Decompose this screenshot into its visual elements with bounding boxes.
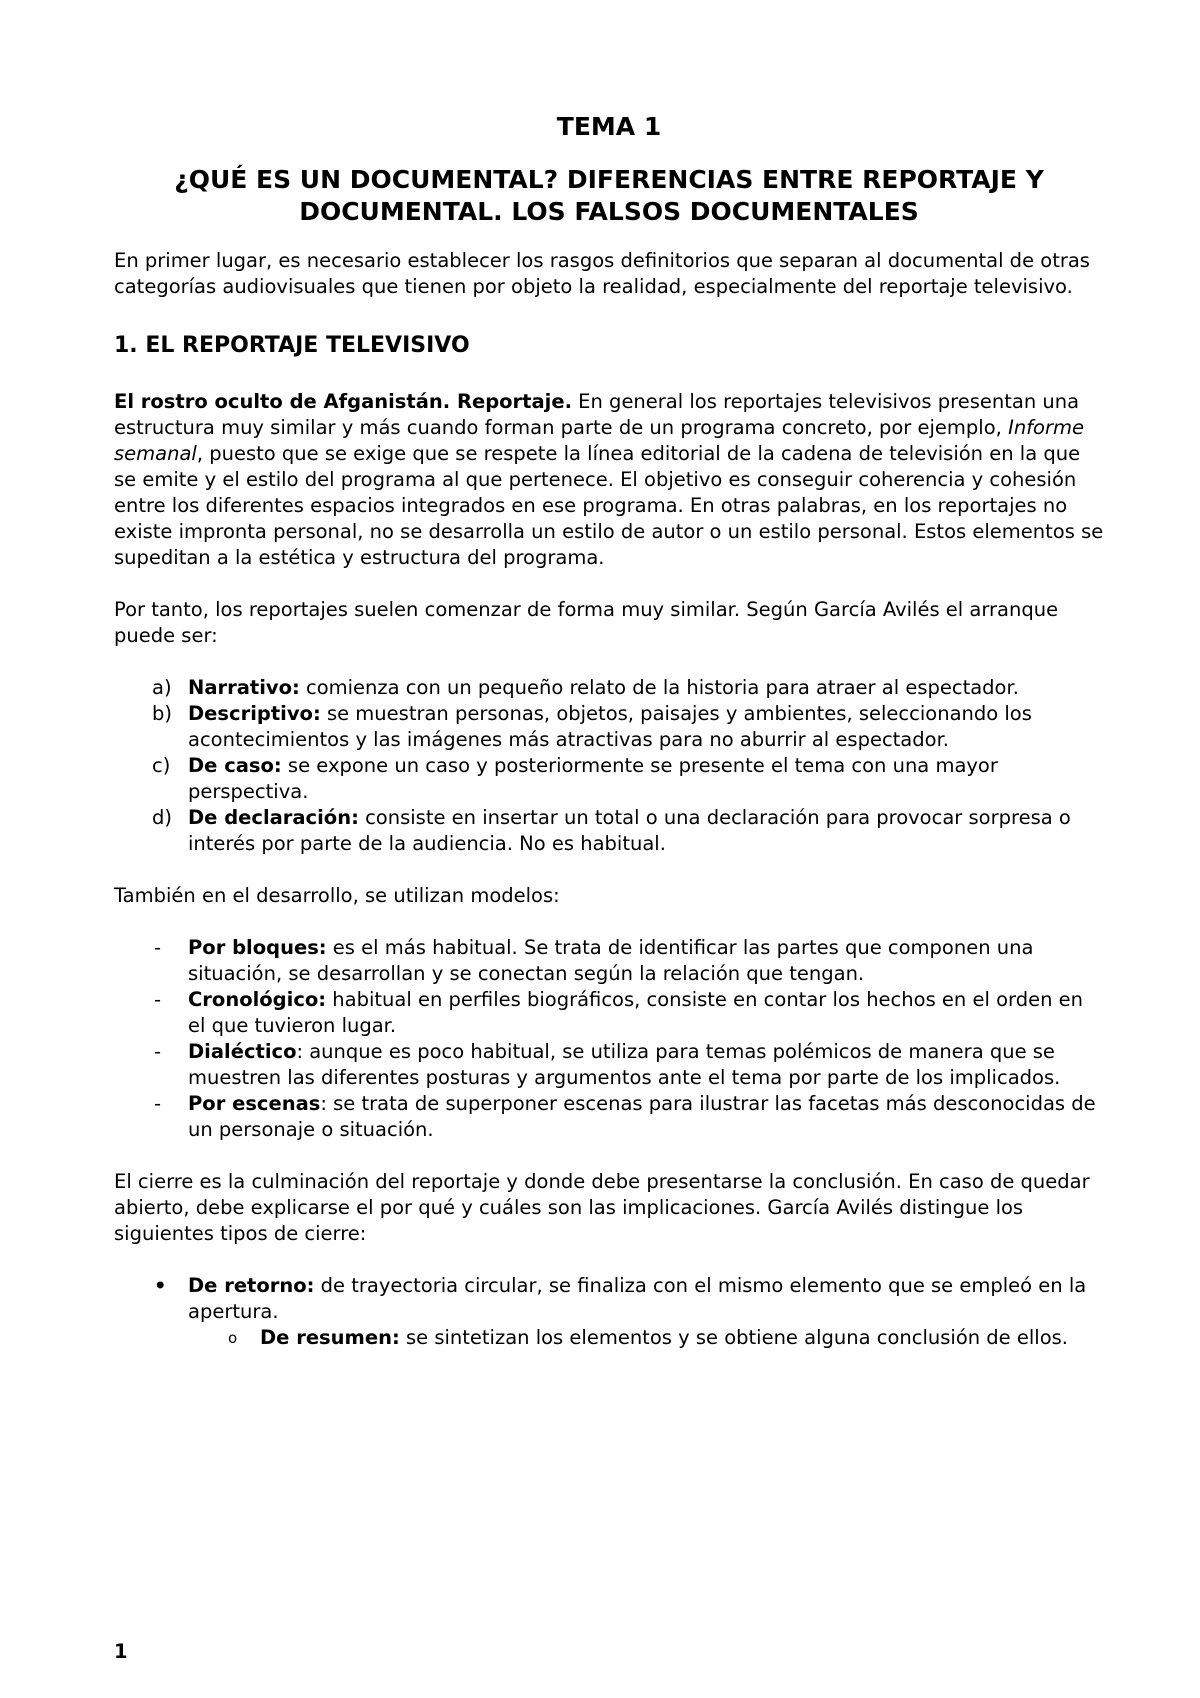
document-subtitle: ¿QUÉ ES UN DOCUMENTAL? DIFERENCIAS ENTRE REPORTAJE Y DOCUMENTAL. LOS FALSOS DOCUMENTALES [174,165,1044,226]
models-intro-paragraph: También en el desarrollo, se utilizan modelos: [114,884,560,907]
list-marker: b) [152,702,172,725]
list-marker: a) [152,676,172,699]
list-item [114,675,1104,701]
list-item [114,1039,1104,1091]
starts-list [114,675,1104,857]
closings-intro-paragraph: El cierre es la culminación del reportaje y donde debe presentarse la conclusión. En caso de quedar abierto, debe explicarse el por qué y cuáles son las implicaciones. García Avilés distingue los siguientes tipos de cierre: [114,1170,1090,1245]
list-term: Dialéctico [188,1040,297,1063]
list-marker: c) [152,754,171,777]
report-lead-title: El rostro oculto de Afganistán. Reportaje. [114,390,572,413]
list-text: se expone un caso y posteriormente se presente el tema con una mayor perspectiva. [188,754,998,803]
models-list [114,935,1104,1143]
list-term: De caso: [188,754,282,777]
report-text-a: En general los reportajes televisivos presentan una estructura muy similar y más cuando forman parte de un programa concreto, por ejemplo, [114,390,1080,439]
list-text: se sintetizan los elementos y se obtiene alguna conclusión de ellos. [399,1326,1069,1349]
list-text: habitual en perfiles biográficos, consiste en contar los hechos en el orden en el que tuvieron lugar. [188,988,1083,1037]
list-item [114,701,1104,753]
list-term: Por bloques: [188,936,327,959]
list-term: Por escenas [188,1092,321,1115]
list-text: : aunque es poco habitual, se utiliza para temas polémicos de manera que se muestren las diferentes posturas y argumentos ante el tema por parte de los implicados. [188,1040,1061,1089]
list-text: consiste en insertar un total o una declaración para provocar sorpresa o interés por parte de la audiencia. No es habitual. [188,806,1071,855]
list-term: Descriptivo: [188,702,321,725]
list-term: De declaración: [188,806,359,829]
page-number: 1 [114,1640,128,1663]
list-item [114,935,1104,987]
starts-intro-paragraph: Por tanto, los reportajes suelen comenzar de forma muy similar. Según García Avilés el arranque puede ser: [114,598,1059,647]
bullet-icon: • [154,1274,167,1297]
list-term: De retorno: [188,1274,315,1297]
list-text: es el más habitual. Se trata de identificar las partes que componen una situación, se desarrollan y se conectan según la relación que tengan. [188,936,1034,985]
closings-sublist [114,1325,1104,1351]
list-marker: - [154,936,162,959]
list-item [114,987,1104,1039]
report-text-b: , puesto que se exige que se respete la línea editorial de la cadena de televisión en la que se emite y el estilo del programa al que pertenece. El objetivo es conseguir coherencia y cohesión entre los diferentes espacios integrados en ese programa. En otras palabras, en los reportajes no existe impronta personal, no se desarrolla un estilo de autor o un estilo personal. Estos elementos se supeditan a la estética y estructura del programa. [114,442,1104,569]
page-title: TEMA 1 [556,112,662,141]
list-term: De resumen: [260,1326,400,1349]
report-paragraph [114,389,1104,571]
list-text: se muestran personas, objetos, paisajes y ambientes, seleccionando los acontecimientos y las imágenes más atractivas para no aburrir al espectador. [188,702,1032,751]
closings-list [114,1273,1104,1325]
section-heading: 1. EL REPORTAJE TELEVISIVO [114,333,470,358]
intro-paragraph: En primer lugar, es necesario establecer los rasgos definitorios que separan al documental de otras categorías audiovisuales que tienen por objeto la realidad, especialmente del reportaje televisivo. [114,249,1090,298]
list-marker: - [154,1040,162,1063]
circle-bullet-icon: o [228,1329,238,1347]
list-text: comienza con un pequeño relato de la historia para atraer al espectador. [299,676,1019,699]
list-item [114,1325,1104,1351]
document-body [114,112,1104,1351]
list-text: : se trata de superponer escenas para ilustrar las facetas más desconocidas de un personaje o situación. [188,1092,1096,1141]
list-term: Narrativo: [188,676,300,699]
list-marker: d) [152,806,172,829]
list-marker: - [154,988,162,1011]
list-text: de trayectoria circular, se finaliza con el mismo elemento que se empleó en la apertura. [188,1274,1087,1323]
list-marker: - [154,1092,162,1115]
program-name: Informe semanal [114,416,1084,465]
list-item [114,805,1104,857]
list-item [114,1273,1104,1325]
list-item [114,753,1104,805]
list-term: Cronológico: [188,988,327,1011]
list-item [114,1091,1104,1143]
